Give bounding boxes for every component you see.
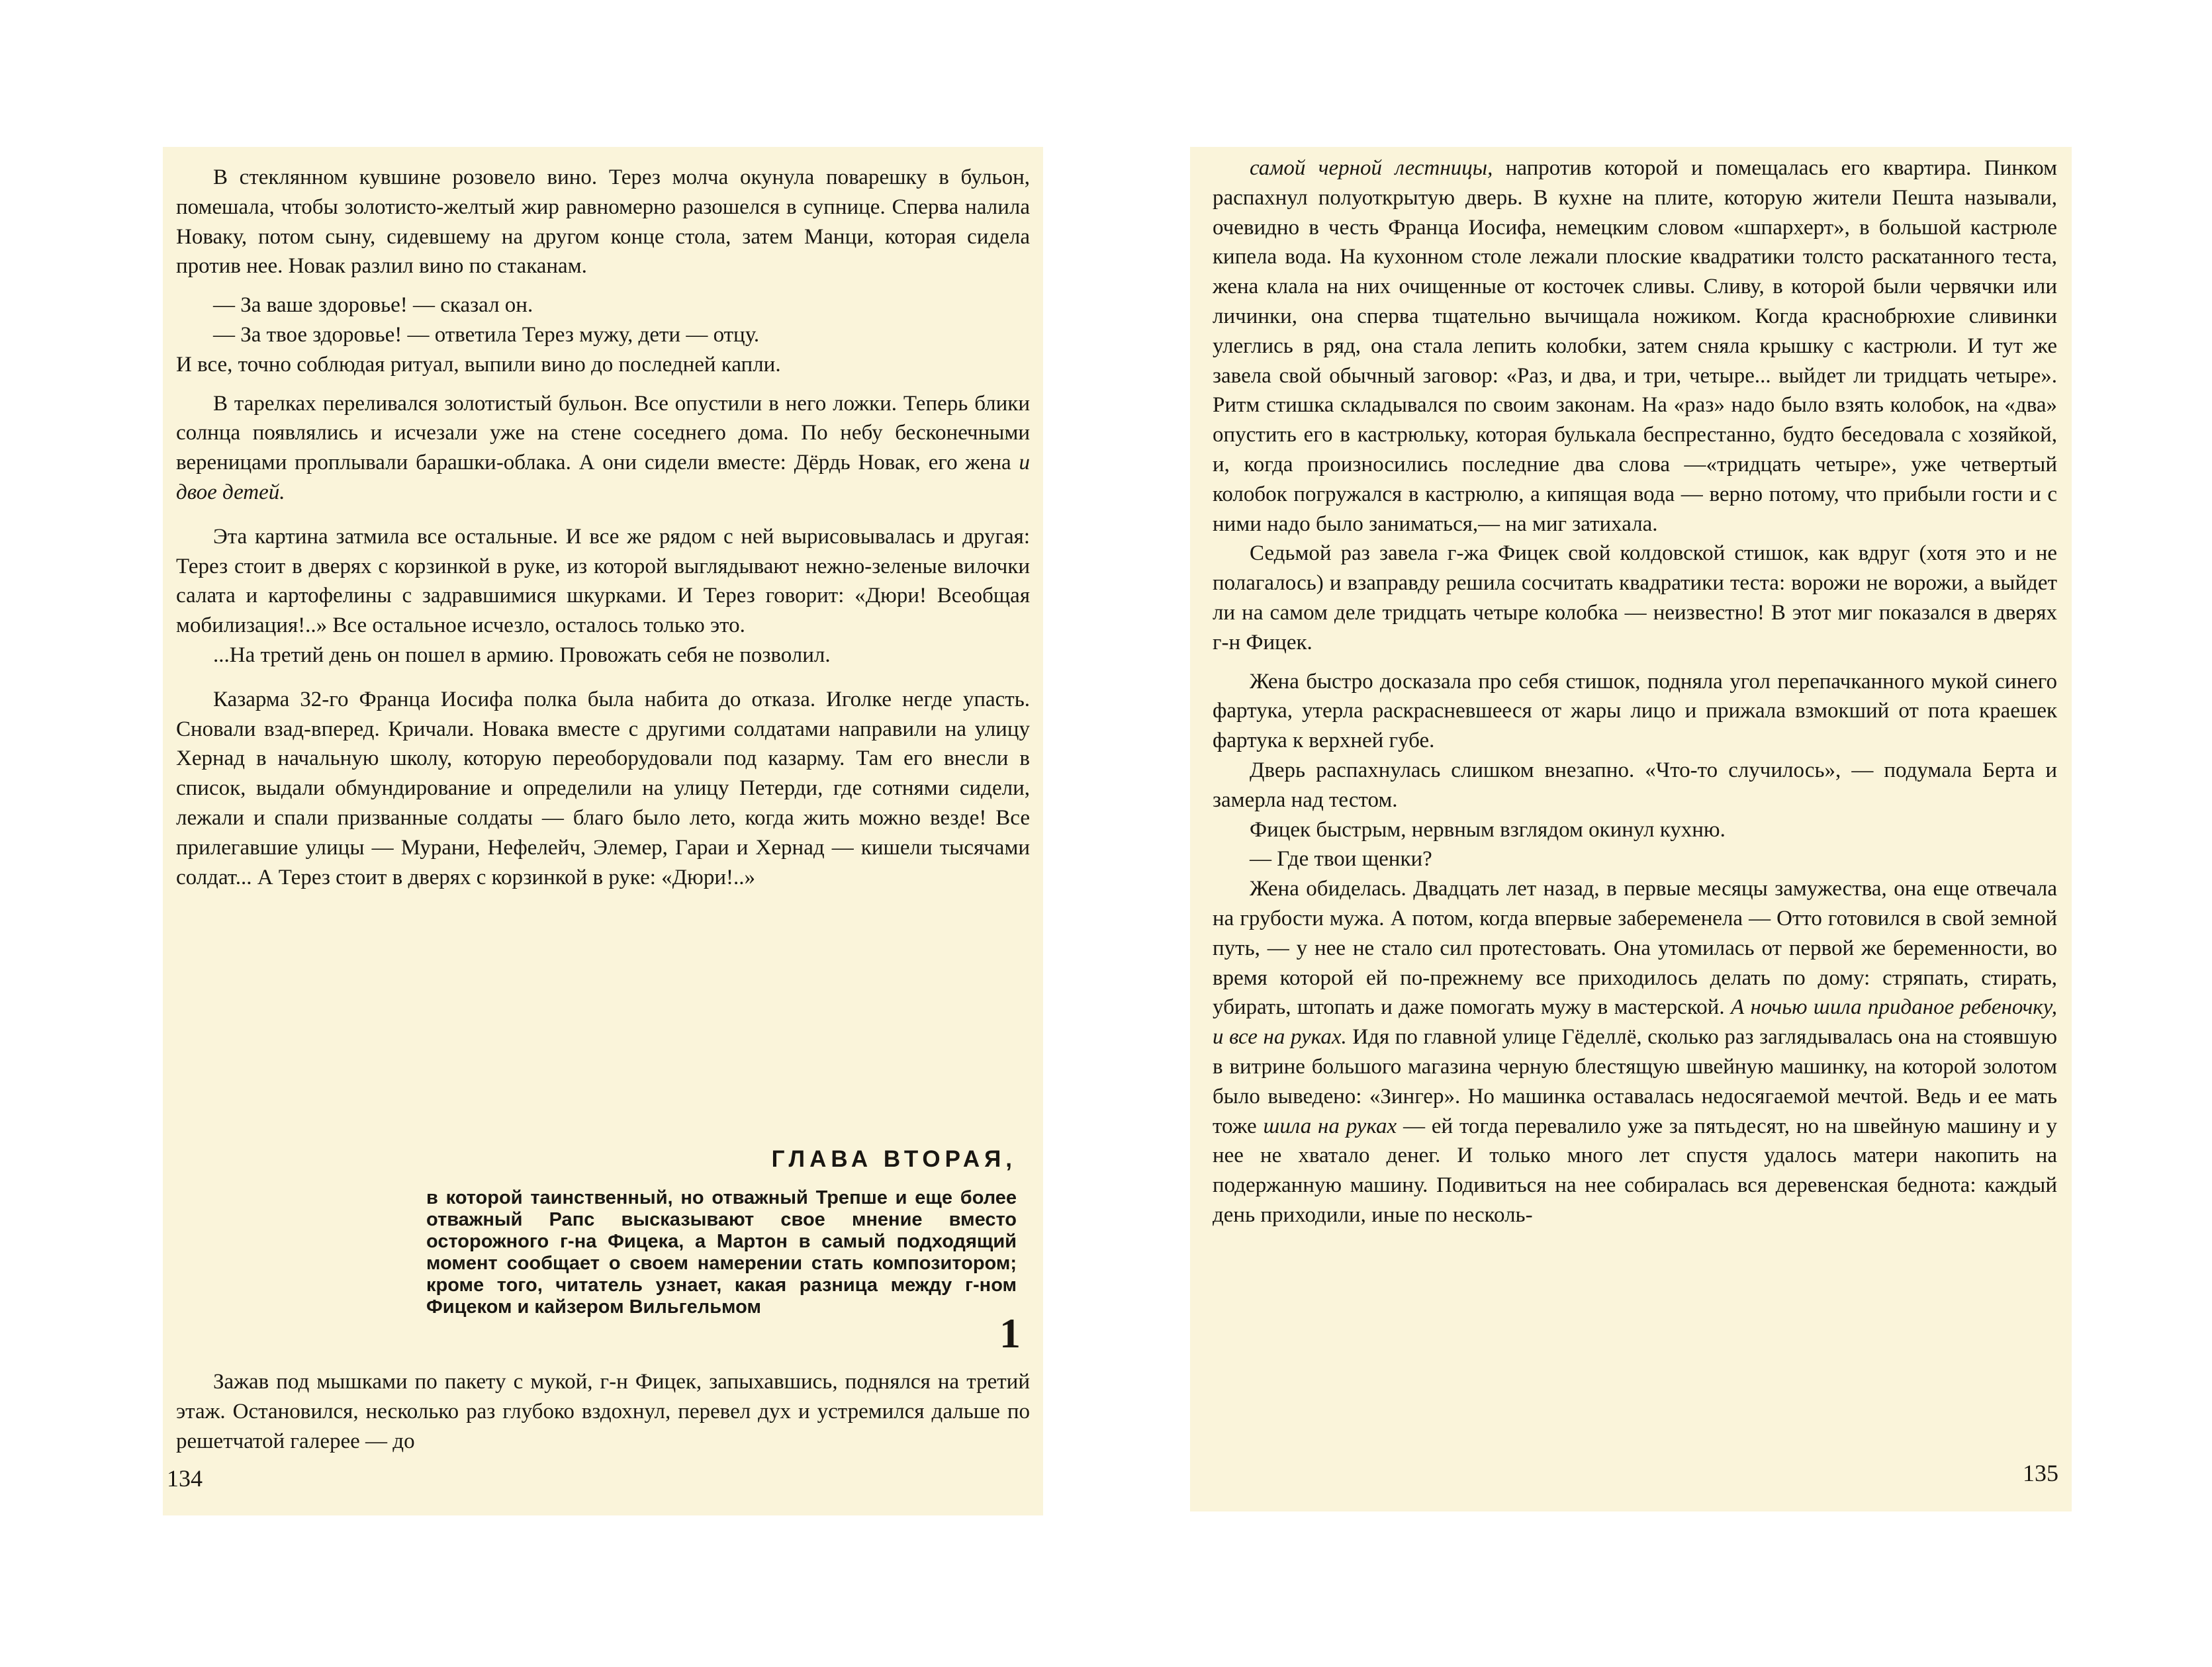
paragraph: Казарма 32-го Франца Иосифа полка была набита до отказа. Иголке негде упасть. Сновали взад-вперед. Кричали. Новака вместе с другими солдатами направили на улицу Хернад в начальную школу, которую переоборудовали под казарму. Там его внесли в список, выдали обмундирование и определили на улицу Петерди, где сотнями сидели, лежали и спали призванные солдаты — благо было лето, когда жить можно везде! Все прилегавшие улицы — Мурани, Нефелейч, Элемер, Гараи и Хернад — кишели тысячами солдат... А Терез стоит в дверях с корзинкой в руке: «Дюри!..» [176, 687, 1030, 889]
page-number: 135 [2023, 1460, 2058, 1486]
paragraph-text: Идя по главной улице Гёделлё, сколько раз заглядывалась она на стоявшую в витрине большого магазина черную блестящую швейную машинку, на которой золотом было выведено: «Зингер». Но машинка оставалась недосягаемой мечтой. Ведь и ее мать тоже [1213, 1025, 2057, 1138]
left-page-text [176, 163, 1030, 892]
italic-text: А ночью шила приданое ребеночку, и все на руках. [1213, 995, 2058, 1050]
page-number: 134 [167, 1465, 203, 1492]
paragraph: — За твое здоровье! — ответила Терез мужу, дети — отцу. [213, 322, 760, 347]
section-text [176, 1367, 1030, 1456]
paragraph: Фицек быстрым, нервным взглядом окинул кухню. [1250, 817, 1726, 842]
chapter-subtitle: в которой таинственный, но отважный Трепше и еще более отважный Рапс высказывают свое мнение вместо осторожного г-на Фицека, а Мартон в самый подходящий момент сообщает о своем намерении стать композитором; кроме того, читатель узнает, какая разница между г-ном Фицеком и кайзером Вильгельмом [426, 1187, 1017, 1318]
paragraph: В стеклянном кувшине розовело вино. Терез молча окунула поварешку в бульон, помешала, чтобы золотисто-желтый жир равномерно разошелся в супнице. Сперва налила Новаку, потом сыну, сидевшему на другом конце стола, затем Манци, которая сидела против нее. Новак разлил вино по стаканам. [176, 165, 1030, 279]
paragraph: И все, точно соблюдая ритуал, выпили вино до последней капли. [176, 352, 781, 377]
right-page-text [1213, 154, 2057, 1230]
paragraph: Эта картина затмила все остальные. И все же рядом с ней вырисовывалась и другая: Терез стоит в дверях с корзинкой в руке, из которой выглядывают нежно-зеленые вилочки салата и картофелины с задравшимися шкурками. И Терез говорит: «Дюри! Всеобщая мобилизация!..» Все остальное исчезло, осталось только это. [176, 524, 1030, 638]
paragraph [1213, 154, 2057, 539]
paragraph: Седьмой раз завела г-жа Фицек свой колдовской стишок, как вдруг (хотя это и не полагалось) и взаправду решила сосчитать квадратики теста: ворожи не ворожи, а выйдет ли на самом деле тридцать четыре колобка — неизвестно! В этот миг показался в дверях г-н Фицек. [1213, 541, 2057, 654]
right-page [1190, 147, 2072, 1511]
paragraph: — За ваше здоровье! — сказал он. [213, 293, 533, 318]
paragraph: — Где твои щенки? [1250, 847, 1432, 872]
italic-text: шила на руках [1263, 1114, 1397, 1138]
italic-text: и двое детей. [176, 451, 1030, 504]
paragraph: ...На третий день он пошел в армию. Провожать себя не позволил. [213, 643, 831, 667]
paragraph: Зажав под мышками по пакету с мукой, г-н Фицек, запыхавшись, поднялся на третий этаж. Остановился, несколько раз глубоко вздохнул, перевел дух и устремился дальше по решетчатой галерее — до [176, 1370, 1030, 1453]
paragraph [176, 389, 1030, 508]
paragraph-text: напротив которой и помещалась его квартира. Пинком распахнул полуоткрытую дверь. В кухне на плите, которую жители Пешта называли, очевидно в честь Франца Иосифа, немецким словом «шпархерт», в большой кастрюле кипела вода. На кухонном столе лежали плоские квадратики толсто раскатанного теста, жена клала на них очищенные от косточек сливы. Сливу, в которой были червячки или личинки, она сперва тщательно вычищала ножиком. Когда краснобрюхие сливинки улеглись в ряд, она стала лепить колобки, затем сняла крышку с кастрюли. И тут же завела свой обычный заговор: «Раз, и два, и три, четыре... выйдет ли тридцать четыре». Ритм стишка складывался по своим законам. На «раз» надо было взять колобок, на «два» опустить его в кастрюльку, которая булькала беспрестанно, будто беседовала с хозяйкой, и, когда произносились последние два слова —«тридцать четыре», уже четвертый колобок погружался в кастрюлю, а кипящая вода — верно потому, что прибыли гости и с ними надо было заниматься,— на миг затихала. [1213, 156, 2057, 536]
section-number: 1 [999, 1310, 1021, 1357]
left-page [163, 147, 1043, 1515]
paragraph-text: В тарелках переливался золотистый бульон. Все опустили в него ложки. Теперь блики солнца появлялись и исчезали уже на стене соседнего дома. По небу бесконечными вереницами проплывали барашки-облака. А они сидели вместе: Дёрдь Новак, его жена [176, 391, 1030, 475]
paragraph [1213, 874, 2057, 1230]
paragraph: Жена быстро досказала про себя стишок, подняла угол перепачканного мукой синего фартука, утерла раскрасневшееся от жары лицо и прижала взмокший от пота краешек фартука к верхней губе. [1213, 669, 2057, 753]
chapter-title: ГЛАВА ВТОРАЯ, [771, 1146, 1017, 1172]
italic-text: самой черной лестницы, [1250, 156, 1493, 180]
paragraph-text: — ей тогда перевалило уже за пятьдесят, но на швейную машину и у нее не хватало денег. И только много лет спустя удалось матери накопить на подержанную машину. Подивиться на нее собиралась вся деревенская беднота: каждый день приходили, иные по несколь- [1213, 1114, 2057, 1227]
paragraph: Дверь распахнулась слишком внезапно. «Что-то случилось», — подумала Берта и замерла над тестом. [1213, 758, 2057, 812]
paragraph-text: Жена обиделась. Двадцать лет назад, в первые месяцы замужества, она еще отвечала на грубости мужа. А потом, когда впервые забеременела — Отто готовился в свой земной путь, — у нее не стало сил протестовать. Она утомилась от первой же беременности, во время которой ей по-прежнему все приходилось делать по дому: стряпать, стирать, убирать, штопать и даже помогать мужу в мастерской. [1213, 877, 2057, 1020]
